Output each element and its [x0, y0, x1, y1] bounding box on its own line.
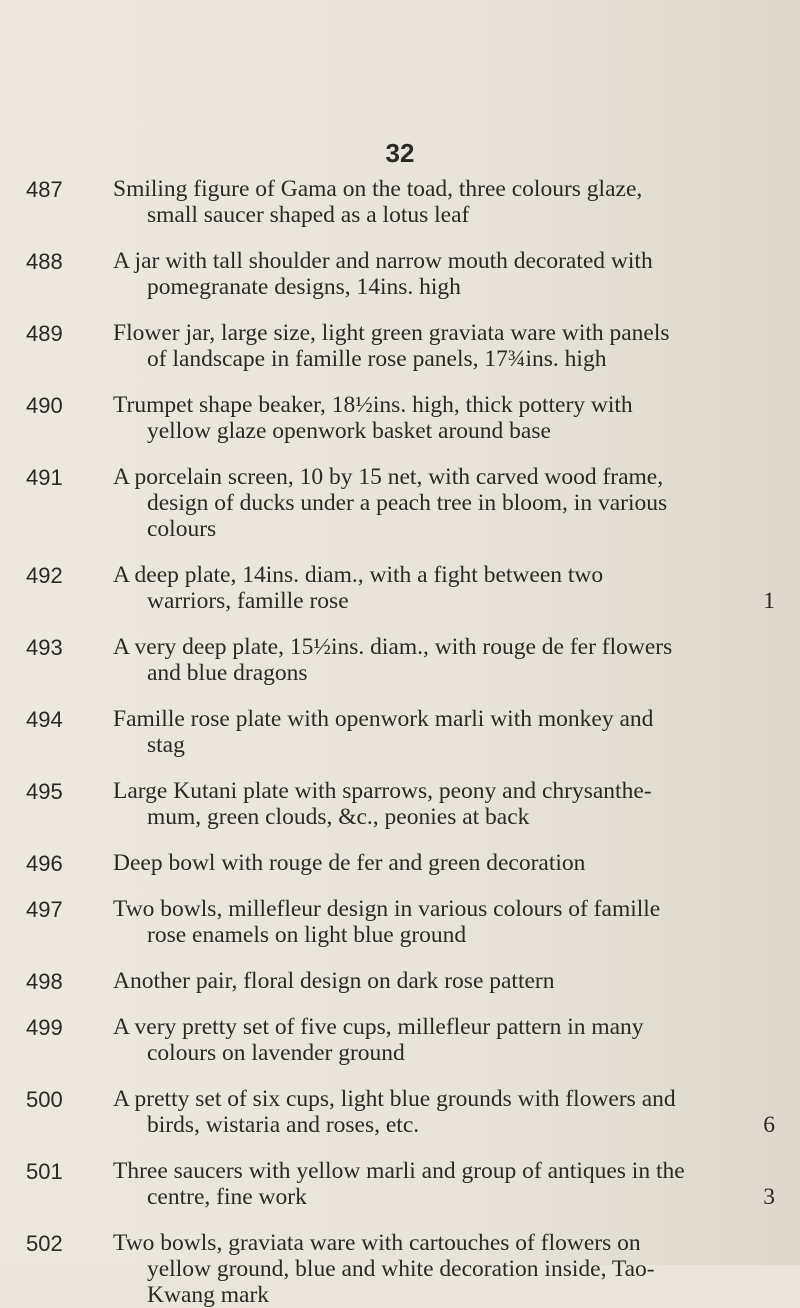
lot-line-1-text: Two bowls, graviata ware with cartouches of flowers on: [113, 1230, 641, 1256]
lot-line-2-text: pomegranate designs, 14ins. high: [147, 274, 461, 300]
lot-line-1-text: A porcelain screen, 10 by 15 net, with carved wood frame,: [113, 464, 664, 490]
lot-line-2: [113, 1184, 783, 1210]
lot-line-1: [113, 706, 783, 732]
page-number: 32: [385, 138, 415, 168]
lot-description: [113, 1230, 783, 1308]
lot-line-1-text: Another pair, floral design on dark rose pattern: [113, 968, 555, 994]
lot-line-2: [113, 202, 783, 228]
lot-line-2: [113, 346, 783, 372]
lot-line-3: [113, 1282, 783, 1308]
lot-line-1: [113, 320, 783, 346]
lot-description: [113, 896, 783, 948]
lot-line-2-text: of landscape in famille rose panels, 17¾ins. high: [147, 346, 607, 372]
lot-line-2: [113, 1256, 783, 1282]
lot-description: [113, 850, 783, 876]
lot-line-2-text: yellow glaze openwork basket around base: [147, 418, 551, 444]
lot-description: [113, 778, 783, 830]
lot-number: 490: [26, 393, 63, 418]
lot-line-1-text: A very pretty set of five cups, millefleur pattern in many: [113, 1014, 644, 1040]
lot-line-2-text: warriors, famille rose: [147, 588, 349, 614]
lot-line-2: [113, 588, 783, 614]
lot-line-1: [113, 850, 783, 876]
lot-number: 497: [26, 897, 63, 922]
lot-line-1: [113, 176, 783, 202]
lot-line-3: [113, 516, 783, 542]
lot-number: 492: [26, 563, 63, 588]
lot-number: 498: [26, 969, 63, 994]
lot-line-2: [113, 660, 783, 686]
lot-line-1: [113, 1158, 783, 1184]
lot-number: 488: [26, 249, 63, 274]
lot-line-1: [113, 896, 783, 922]
lot-line-2: [113, 804, 783, 830]
lot-description: [113, 320, 783, 372]
lot-description: [113, 464, 783, 542]
lot-number: 501: [26, 1159, 63, 1184]
lot-number: 499: [26, 1015, 63, 1040]
lot-line-2: [113, 490, 783, 516]
lot-line-1: [113, 634, 783, 660]
lot-line-1: [113, 1086, 783, 1112]
lot-description: [113, 1158, 783, 1210]
lot-line-1: [113, 248, 783, 274]
lot-line-1: [113, 1014, 783, 1040]
lot-line-1: [113, 562, 783, 588]
lot-line-2-text: and blue dragons: [147, 660, 308, 686]
lot-number: 491: [26, 465, 63, 490]
lot-description: [113, 176, 783, 228]
lot-line-1-text: Trumpet shape beaker, 18½ins. high, thick pottery with: [113, 392, 633, 418]
lot-line-1: [113, 1230, 783, 1256]
lot-line-2: [113, 418, 783, 444]
lot-line-2-text: yellow ground, blue and white decoration inside, Tao-: [147, 1256, 655, 1282]
lot-number: 487: [26, 177, 63, 202]
lot-line-2-text: colours on lavender ground: [147, 1040, 405, 1066]
lot-line-2-text: centre, fine work: [147, 1184, 307, 1210]
lot-number: 500: [26, 1087, 63, 1112]
lot-number: 502: [26, 1231, 63, 1256]
lot-line-2-text: rose enamels on light blue ground: [147, 922, 467, 948]
lot-line-1: [113, 778, 783, 804]
lot-description: [113, 634, 783, 686]
lot-quantity: 3: [763, 1184, 775, 1210]
lot-description: [113, 1014, 783, 1066]
lot-line-1-text: Large Kutani plate with sparrows, peony and chrysanthe-: [113, 778, 652, 804]
lot-description: [113, 392, 783, 444]
lot-line-1-text: A very deep plate, 15½ins. diam., with rouge de fer flowers: [113, 634, 673, 660]
lot-quantity: 1: [763, 588, 775, 614]
lot-number: 493: [26, 635, 63, 660]
lot-line-2-text: design of ducks under a peach tree in bloom, in various: [147, 490, 668, 516]
lot-line-2: [113, 1040, 783, 1066]
lot-description: [113, 706, 783, 758]
lot-line-1: [113, 392, 783, 418]
lot-line-1-text: A deep plate, 14ins. diam., with a fight between two: [113, 562, 604, 588]
lot-line-1-text: Smiling figure of Gama on the toad, three colours glaze,: [113, 176, 643, 202]
lot-description: [113, 562, 783, 614]
lot-number: 495: [26, 779, 63, 804]
lot-description: [113, 248, 783, 300]
lot-line-2-text: stag: [147, 732, 185, 758]
lot-line-1: [113, 464, 783, 490]
lot-line-1-text: A pretty set of six cups, light blue grounds with flowers and: [113, 1086, 676, 1112]
lot-line-2-text: small saucer shaped as a lotus leaf: [147, 202, 470, 228]
lot-line-1-text: Two bowls, millefleur design in various colours of famille: [113, 896, 661, 922]
lot-line-2: [113, 274, 783, 300]
lot-line-1-text: A jar with tall shoulder and narrow mouth decorated with: [113, 248, 653, 274]
lot-quantity: 6: [763, 1112, 775, 1138]
lot-line-1-text: Flower jar, large size, light green graviata ware with panels: [113, 320, 670, 346]
lot-number: 494: [26, 707, 63, 732]
lot-line-2: [113, 1112, 783, 1138]
lot-line-2: [113, 922, 783, 948]
lot-line-2-text: mum, green clouds, &c., peonies at back: [147, 804, 530, 830]
lot-line-2: [113, 732, 783, 758]
lot-line-1: [113, 968, 783, 994]
lot-description: [113, 1086, 783, 1138]
lot-description: [113, 968, 783, 994]
lot-number: 489: [26, 321, 63, 346]
lot-line-1-text: Three saucers with yellow marli and group of antiques in the: [113, 1158, 685, 1184]
lot-number: 496: [26, 851, 63, 876]
lot-line-1-text: Famille rose plate with openwork marli with monkey and: [113, 706, 654, 732]
lot-line-3-text: colours: [147, 516, 217, 542]
lot-line-3-text: Kwang mark: [147, 1282, 270, 1308]
lot-line-1-text: Deep bowl with rouge de fer and green decoration: [113, 850, 586, 876]
lot-line-2-text: birds, wistaria and roses, etc.: [147, 1112, 420, 1138]
